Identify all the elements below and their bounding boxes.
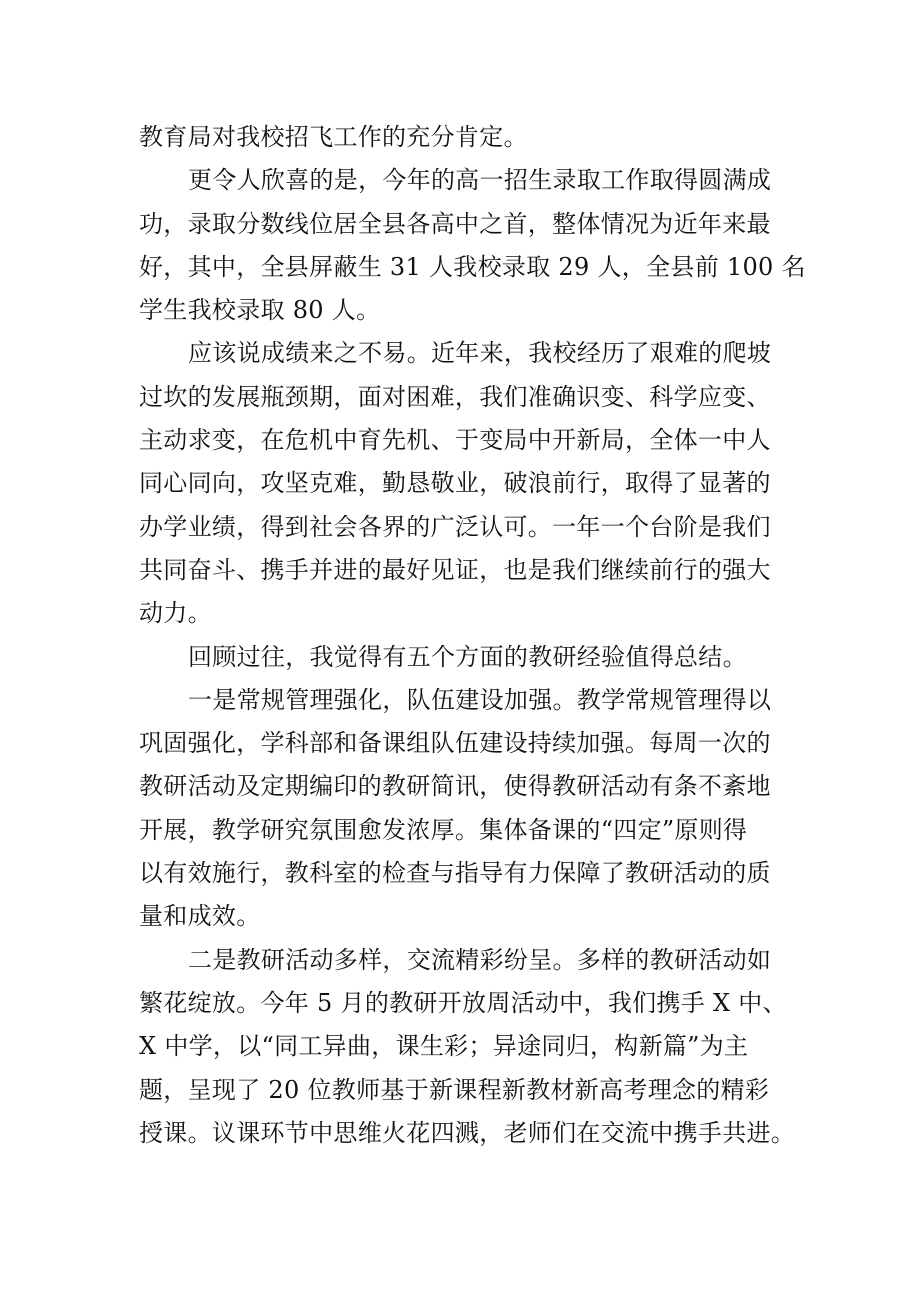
text-line: 学生我校录取 80 人。 <box>139 296 381 325</box>
text-line: 过坎的发展瓶颈期，面对困难，我们准确识变、科学应变、 <box>139 382 771 411</box>
text-line: 一是常规管理强化，队伍建设加强。教学常规管理得以 <box>188 685 772 714</box>
text-line: 同心同向，攻坚克难，勤恳敬业，破浪前行，取得了显著的 <box>139 469 771 498</box>
text-line: 功，录取分数线位居全县各高中之首，整体情况为近年来最 <box>139 209 771 238</box>
text-line: 题，呈现了 20 位教师基于新课程新教材新高考理念的精彩 <box>139 1075 770 1104</box>
text-line: 开展，教学研究氛围愈发浓厚。集体备课的“四定”原则得 <box>139 815 748 844</box>
text-line: 好，其中，全县屏蔽生 31 人我校录取 29 人，全县前 100 名 <box>139 252 806 281</box>
text-line: 量和成效。 <box>139 902 261 931</box>
text-line: 办学业绩，得到社会各界的广泛认可。一年一个台阶是我们 <box>139 512 771 541</box>
text-line: 繁花绽放。今年 5 月的教研开放周活动中，我们携手 X 中、 <box>139 988 787 1017</box>
text-line: 应该说成绩来之不易。近年来，我校经历了艰难的爬坡 <box>188 339 772 368</box>
text-line: 巩固强化，学科部和备课组队伍建设持续加强。每周一次的 <box>139 729 771 758</box>
text-line: 以有效施行，教科室的检查与指导有力保障了教研活动的质 <box>139 859 771 888</box>
text-line: 教育局对我校招飞工作的充分肯定。 <box>139 123 528 151</box>
text-line: 主动求变，在危机中育先机、于变局中开新局，全体一中人 <box>139 426 771 455</box>
text-line: 教研活动及定期编印的教研简讯，使得教研活动有条不紊地 <box>139 772 771 801</box>
text-line: X 中学，以“同工异曲，课生彩；异途同归，构新篇”为主 <box>139 1032 749 1061</box>
document-body <box>139 116 806 1155</box>
text-line: 二是教研活动多样，交流精彩纷呈。多样的教研活动如 <box>188 945 772 974</box>
text-line: 授课。议课环节中思维火花四溅，老师们在交流中携手共进。 <box>139 1118 796 1147</box>
text-line: 共同奋斗、携手并进的最好见证，也是我们继续前行的强大 <box>139 555 771 584</box>
text-line: 回顾过往，我觉得有五个方面的教研经验值得总结。 <box>188 642 747 671</box>
text-line: 更令人欣喜的是，今年的高一招生录取工作取得圆满成 <box>188 166 772 195</box>
text-line: 动力。 <box>139 599 212 628</box>
